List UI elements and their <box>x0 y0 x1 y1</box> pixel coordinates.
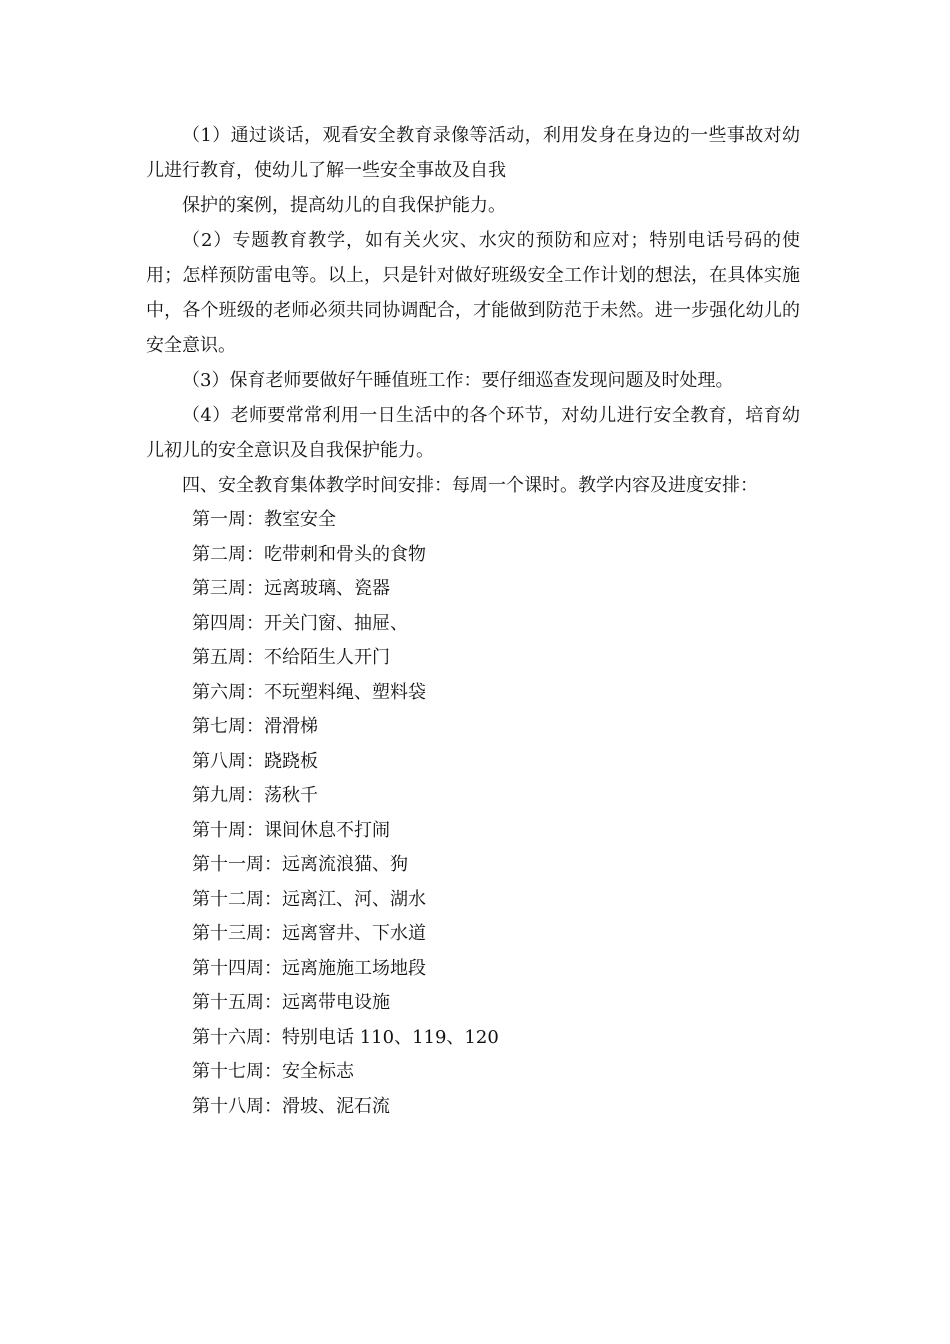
week-topic: 开关门窗、抽屉、 <box>264 612 408 634</box>
week-topic: 特别电话 110、119、120 <box>282 1026 499 1048</box>
week-label: 第十二周： <box>192 888 282 910</box>
list-item <box>146 641 800 676</box>
list-item <box>146 779 800 814</box>
week-topic: 跷跷板 <box>264 750 318 772</box>
week-label: 第十六周： <box>192 1026 282 1048</box>
week-topic: 不玩塑料绳、塑料袋 <box>264 681 426 703</box>
list-item <box>146 917 800 952</box>
weekly-schedule-list <box>146 503 800 1124</box>
week-topic: 滑滑梯 <box>264 716 318 737</box>
week-label: 第五周： <box>192 647 264 668</box>
list-item <box>146 986 800 1021</box>
week-topic: 远离流浪猫、狗 <box>282 854 408 875</box>
week-topic: 远离带电设施 <box>282 992 390 1013</box>
week-topic: 远离窨井、下水道 <box>282 923 426 944</box>
week-label: 第十四周： <box>192 957 282 979</box>
paragraph-item-2: （2）专题教育教学，如有关火灾、水灾的预防和应对；特别电话号码的使用；怎样预防雷电等。以上，只是针对做好班级安全工作计划的想法，在具体实施中，各个班级的老师必须共同协调配合，才能做到防范于未然。进一步强化幼儿的安全意识。 <box>146 230 800 356</box>
list-item <box>146 745 800 780</box>
week-label: 第十三周： <box>192 923 282 944</box>
week-label: 第三周： <box>192 578 264 599</box>
week-topic: 吃带刺和骨头的食物 <box>264 543 426 565</box>
week-label: 第九周： <box>192 785 264 806</box>
list-item <box>146 710 800 745</box>
week-topic: 不给陌生人开门 <box>264 647 390 668</box>
list-item <box>146 883 800 918</box>
list-item <box>146 607 800 642</box>
week-topic: 安全标志 <box>282 1061 354 1082</box>
list-item <box>146 676 800 711</box>
list-item <box>146 1021 800 1056</box>
paragraph-item-3: （3）保育老师要做好午睡值班工作：要仔细巡查发现问题及时处理。 <box>182 370 734 391</box>
document-body <box>146 118 800 1124</box>
list-item <box>146 572 800 607</box>
list-item <box>146 952 800 987</box>
week-label: 第二周： <box>192 543 264 565</box>
week-topic: 课间休息不打闹 <box>264 819 390 841</box>
list-item <box>146 1090 800 1125</box>
week-label: 第一周： <box>192 509 264 530</box>
week-label: 第四周： <box>192 612 264 634</box>
list-item <box>146 503 800 538</box>
list-item <box>146 538 800 573</box>
week-label: 第十周： <box>192 819 264 841</box>
paragraph-item-4: （4）老师要常常利用一日生活中的各个环节，对幼儿进行安全教育，培育幼儿初儿的安全意识及自我保护能力。 <box>146 405 800 461</box>
section-heading-schedule: 四、安全教育集体教学时间安排：每周一个课时。教学内容及进度安排： <box>182 475 758 496</box>
week-topic: 远离施施工场地段 <box>282 957 426 979</box>
week-label: 第十一周： <box>192 854 282 875</box>
week-topic: 远离江、河、湖水 <box>282 888 426 910</box>
week-label: 第十八周： <box>192 1095 282 1117</box>
week-topic: 滑坡、泥石流 <box>282 1095 390 1117</box>
week-topic: 远离玻璃、瓷器 <box>264 578 390 599</box>
week-label: 第十七周： <box>192 1061 282 1082</box>
list-item <box>146 814 800 849</box>
week-label: 第六周： <box>192 681 264 703</box>
week-label: 第十五周： <box>192 992 282 1013</box>
week-label: 第七周： <box>192 716 264 737</box>
week-topic: 荡秋千 <box>264 785 318 806</box>
list-item <box>146 1055 800 1090</box>
week-topic: 教室安全 <box>264 509 336 530</box>
list-item <box>146 848 800 883</box>
paragraph-item-1-continued: 保护的案例，提高幼儿的自我保护能力。 <box>182 195 506 216</box>
paragraph-item-1: （1）通过谈话，观看安全教育录像等活动，利用发身在身边的一些事故对幼儿进行教育，使幼儿了解一些安全事故及自我 <box>146 125 800 181</box>
week-label: 第八周： <box>192 750 264 772</box>
